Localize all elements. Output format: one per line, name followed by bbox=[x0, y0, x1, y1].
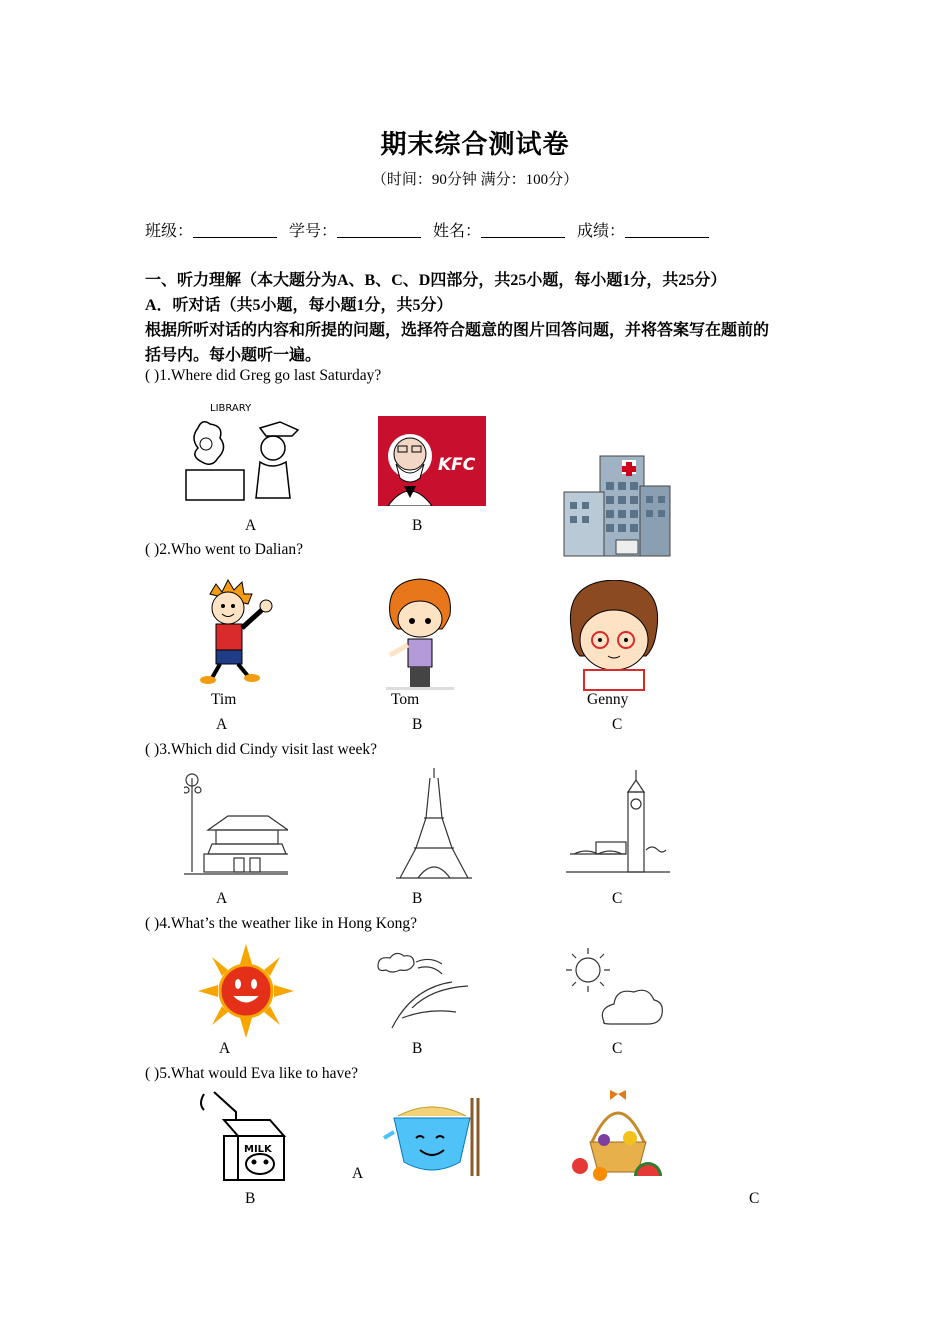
name-blank[interactable] bbox=[481, 223, 565, 238]
class-label: 班级： bbox=[145, 223, 194, 240]
tom-image bbox=[380, 575, 460, 693]
q2-option-b: B bbox=[412, 716, 423, 733]
page-subtitle: （时间：90分钟 满分：100分） bbox=[371, 172, 579, 188]
fruit-basket-image bbox=[570, 1090, 666, 1182]
q5-option-b: B bbox=[245, 1190, 256, 1207]
q5-option-a: A bbox=[352, 1165, 364, 1182]
instruction-line-1: 根据所听对话的内容和所提的问题，选择符合题意的图片回答问题，并将答案写在题前的 bbox=[145, 322, 770, 339]
q3-option-b: B bbox=[412, 890, 423, 907]
eiffel-tower-image bbox=[396, 768, 472, 880]
kfc-logo-text: KFC bbox=[438, 455, 476, 475]
library-sign: LIBRARY bbox=[210, 403, 252, 414]
tim-image bbox=[196, 576, 276, 686]
part-a-heading: A．听对话（共5小题，每小题1分，共5分） bbox=[145, 297, 453, 314]
q4-option-a: A bbox=[219, 1040, 231, 1057]
kfc-image bbox=[378, 416, 486, 506]
library-image bbox=[178, 398, 303, 508]
number-blank[interactable] bbox=[337, 223, 421, 238]
q3-option-a: A bbox=[216, 890, 228, 907]
question-3: ( )3.Which did Cindy visit last week? bbox=[145, 741, 378, 758]
question-2: ( )2.Who went to Dalian? bbox=[145, 541, 303, 558]
sunny-cloudy-icon bbox=[566, 946, 664, 1036]
question-5: ( )5.What would Eva like to have? bbox=[145, 1065, 359, 1082]
number-label: 学号： bbox=[289, 223, 338, 240]
name-label: 姓名： bbox=[433, 223, 482, 240]
sunny-icon bbox=[198, 944, 294, 1038]
name-tom: Tom bbox=[391, 691, 420, 708]
score-label: 成绩： bbox=[577, 223, 626, 240]
q4-option-c: C bbox=[612, 1040, 623, 1057]
q4-option-b: B bbox=[412, 1040, 423, 1057]
genny-image bbox=[562, 580, 664, 694]
question-1: ( )1.Where did Greg go last Saturday? bbox=[145, 367, 382, 384]
hospital-image bbox=[560, 452, 672, 560]
milk-label: MILK bbox=[244, 1144, 272, 1155]
big-ben-image bbox=[566, 770, 670, 878]
q3-option-c: C bbox=[612, 890, 623, 907]
q2-option-c: C bbox=[612, 716, 623, 733]
noodles-image bbox=[380, 1096, 484, 1184]
score-blank[interactable] bbox=[625, 223, 709, 238]
instruction-line-2: 括号内。每小题听一遍。 bbox=[145, 347, 322, 364]
student-info-row bbox=[145, 218, 717, 241]
name-genny: Genny bbox=[587, 691, 629, 708]
q1-option-b: B bbox=[412, 517, 423, 534]
question-4: ( )4.What’s the weather like in Hong Kong? bbox=[145, 915, 418, 932]
name-tim: Tim bbox=[211, 691, 237, 708]
page-title: 期末综合测试卷 bbox=[380, 130, 570, 160]
windy-icon bbox=[372, 948, 476, 1034]
class-blank[interactable] bbox=[193, 223, 277, 238]
q1-option-a: A bbox=[245, 517, 257, 534]
milk-carton-image bbox=[196, 1090, 296, 1184]
section-heading: 一、听力理解（本大题分为A、B、C、D四部分，共25小题，每小题1分，共25分） bbox=[145, 272, 727, 289]
q5-option-c: C bbox=[749, 1190, 760, 1207]
q2-option-a: A bbox=[216, 716, 228, 733]
tiananmen-image bbox=[184, 768, 288, 878]
